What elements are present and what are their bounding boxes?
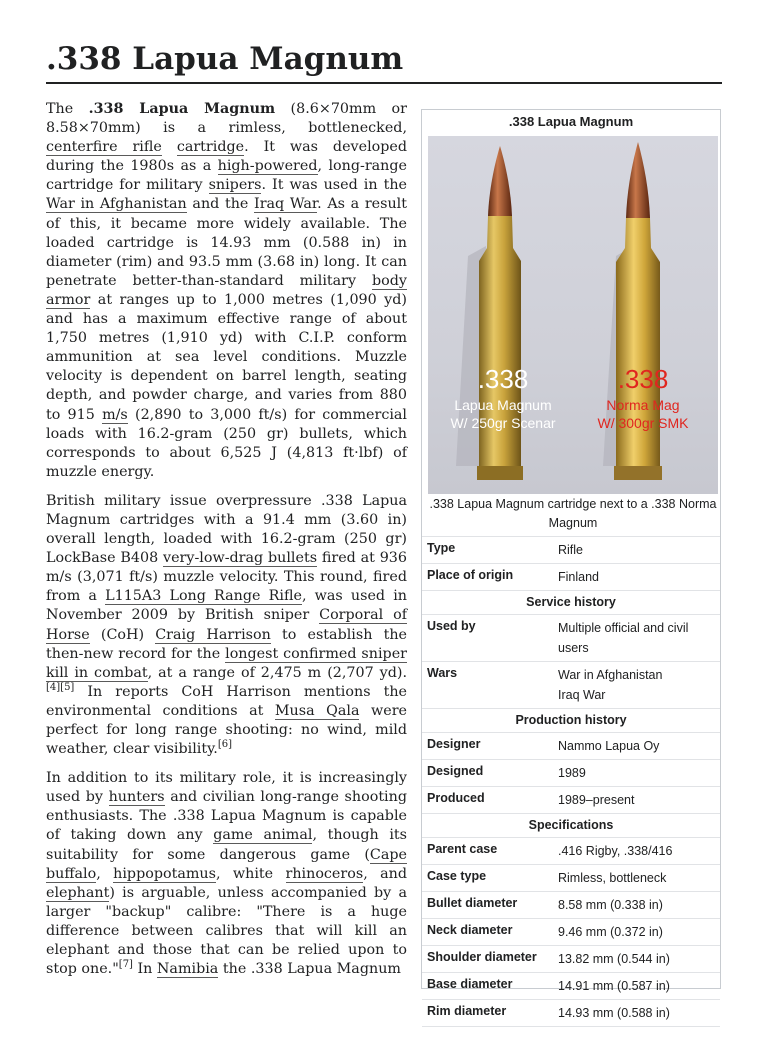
row-wars (422, 661, 720, 708)
page-title: .338 Lapua Magnum (46, 38, 722, 84)
row-value: 1989–present (558, 793, 635, 807)
row-key: Designer (427, 737, 481, 751)
row-value[interactable]: Nammo Lapua Oy (558, 739, 660, 753)
link-longest-sniper-kill[interactable]: longest confirmed sniper kill in combat (46, 645, 407, 681)
article-body (46, 100, 407, 989)
bullet-right (626, 142, 650, 218)
row-key: Produced (427, 791, 485, 805)
link-snipers[interactable]: snipers (208, 177, 262, 194)
paragraph-military (46, 492, 407, 759)
row-value: 8.58 mm (0.338 in) (558, 898, 663, 912)
row-type (422, 536, 720, 563)
case-right (616, 218, 660, 476)
text: , at a range of 2,475 m (2,707 yd). (147, 664, 407, 681)
row-key: Rim diameter (427, 1004, 507, 1018)
link-war-in-afghanistan[interactable]: War in Afghanistan (46, 196, 187, 213)
text: , though its suitability for some dangerous game ( (46, 827, 407, 863)
row-key: Used by (427, 619, 476, 633)
link-craig-harrison[interactable]: Craig Harrison (155, 626, 271, 643)
row-neck-diameter (422, 918, 720, 945)
row-key: Designed (427, 764, 484, 778)
text: to establish the then-new record for the (46, 626, 407, 662)
overlay-right-caliber: .338 (617, 364, 669, 394)
bullet-left (488, 146, 512, 216)
text: , white (215, 865, 286, 882)
row-place-of-origin (422, 563, 720, 590)
text: . As a result of this, it became more widely available. The loaded cartridge is 14.93 mm (0.588 in) in diameter (rim) and 93.5 mm (3.68 in) long. It can penetrate better-than-standard military (46, 196, 407, 289)
text: at ranges up to 1,000 metres (1,090 yd) and has a maximum effective range of about 1,750 metres (1,910 yd) with C.I.P. conform ammunition at sea level conditions. Muzzle velocity is dependent on barrel length, seating depth, and powder charge, and varies from 880 to 915 (46, 291, 407, 423)
link-musa-qala[interactable]: Musa Qala (274, 702, 360, 719)
text: , was used in November 2009 by British sniper (46, 588, 407, 624)
text: (CoH) (89, 626, 156, 643)
text: , (96, 865, 114, 882)
row-bullet-diameter (422, 891, 720, 918)
overlay-left-line1: Lapua Magnum (454, 397, 552, 413)
row-rim-diameter (422, 999, 720, 1026)
row-value: 1989 (558, 766, 586, 780)
row-value[interactable]: Finland (558, 570, 599, 584)
text: In addition to its military role, it is increasingly used by (46, 770, 407, 806)
link-elephant[interactable]: elephant (46, 884, 110, 901)
link-iraq-war[interactable]: Iraq War (254, 196, 318, 213)
row-value: 14.91 mm (0.587 in) (558, 979, 670, 993)
row-case-type (422, 864, 720, 891)
rim-left (477, 466, 523, 480)
row-key: Neck diameter (427, 923, 513, 937)
link-game-animal[interactable]: game animal (213, 827, 313, 844)
iraq-war-link[interactable]: Iraq War (558, 688, 606, 702)
text: ) is arguable, unless accompanied by a larger "backup" calibre: "There is a huge difference between calibres that will kill an elephant and those that can be relied upon to stop one." (46, 884, 407, 978)
citation-6[interactable]: [6] (217, 739, 232, 751)
row-value: Rimless, bottleneck (558, 871, 667, 885)
rim-right (614, 466, 662, 480)
row-value[interactable]: .416 Rigby, .338/416 (558, 844, 673, 858)
infobox-title: .338 Lapua Magnum (508, 114, 634, 129)
text (162, 139, 177, 155)
text: the .338 Lapua Magnum (218, 961, 401, 978)
row-value: 13.82 mm (0.544 in) (558, 952, 670, 966)
text: , and (363, 865, 407, 882)
section-service-history: Service history (422, 590, 720, 614)
text: . It was developed during the 1980s as a (46, 139, 408, 175)
overlay-right-line1: Norma Mag (606, 397, 680, 413)
row-designer (422, 732, 720, 759)
citation-4-5[interactable]: [4][5] (46, 682, 75, 694)
link-cartridge[interactable]: cartridge (176, 139, 245, 156)
text: British military issue overpressure .338 Lapua Magnum cartridges with a 91.4 mm (3.60 in) overall length, loaded with 16.2-gram (250 gr) LockBase B408 (46, 492, 407, 567)
text: were perfect for long range shooting: no wind, mild weather, clear visibility. (46, 702, 407, 758)
text: fired at 936 m/s (3,071 ft/s) muzzle velocity. This round, fired from a (46, 550, 407, 605)
row-key: Base diameter (427, 977, 513, 991)
row-key: Shoulder diameter (427, 950, 537, 964)
cartridge-illustration (428, 136, 718, 494)
link-metres-per-second[interactable]: m/s (102, 406, 128, 423)
row-key: Type (427, 541, 456, 555)
link-high-powered[interactable]: high-powered (217, 158, 318, 175)
link-cape-buffalo[interactable]: Cape buffalo (46, 846, 407, 882)
row-key: Parent case (427, 842, 498, 856)
citation-7[interactable]: [7] (118, 959, 133, 971)
link-very-low-drag-bullets[interactable]: very-low-drag bullets (163, 550, 318, 567)
link-hunters[interactable]: hunters (108, 789, 165, 806)
row-key: Case type (427, 869, 487, 883)
section-specifications: Specifications (422, 813, 720, 837)
row-value (553, 662, 720, 708)
row-used-by (422, 614, 720, 661)
bold-term: .338 Lapua Magnum (88, 101, 276, 117)
war-afghanistan-link[interactable]: War in Afghanistan (558, 668, 663, 682)
row-parent-case (422, 837, 720, 864)
link-corporal-of-horse[interactable]: Corporal of Horse (46, 607, 407, 643)
overlay-left-line2: W/ 250gr Scenar (450, 415, 556, 431)
overlay-left-caliber: .338 (477, 364, 529, 394)
text: In (132, 961, 157, 978)
row-divider (422, 1026, 720, 1039)
row-shoulder-diameter (422, 945, 720, 972)
infobox (421, 109, 721, 1020)
text: . It was used in the (261, 177, 407, 194)
text: and civilian long-range shooting enthusiasts. The .338 Lapua Magnum is capable of taking down any (46, 789, 407, 844)
infobox-table (422, 536, 720, 1039)
text: (8.6×70mm or 8.58×70mm) is a rimless, bottlenecked, (46, 101, 407, 137)
row-designed (422, 759, 720, 786)
link-namibia[interactable]: Namibia (156, 961, 219, 978)
photo-caption: .338 Lapua Magnum cartridge next to a .338 Norma Magnum (429, 497, 717, 530)
section-production-history: Production history (422, 708, 720, 732)
text: The (46, 101, 89, 117)
link-centerfire[interactable]: centerfire rifle (46, 139, 162, 156)
link-hippopotamus[interactable]: hippopotamus (113, 865, 216, 882)
cartridge-photo[interactable] (428, 136, 718, 494)
row-key: Place of origin (427, 568, 514, 582)
paragraph-intro (46, 100, 407, 482)
row-value: Multiple official and civil users (558, 621, 689, 655)
overlay-right-line2: W/ 300gr SMK (597, 415, 689, 431)
row-produced (422, 786, 720, 813)
text: In reports CoH Harrison mentions the environmental conditions at (46, 683, 407, 719)
text: (2,890 to 3,000 ft/s) for commercial loads with 16.2-gram (250 gr) bullets, which corresponds to about 6,525 J (4,813 ft·lbf) of muzzle energy. (46, 406, 407, 480)
link-rhinoceros[interactable]: rhinoceros (285, 865, 364, 882)
link-l115a3-rifle[interactable]: L115A3 Long Range Rifle (105, 588, 302, 605)
row-value: 9.46 mm (0.372 in) (558, 925, 663, 939)
paragraph-hunting (46, 769, 407, 979)
row-key: Bullet diameter (427, 896, 518, 910)
row-key: Wars (427, 666, 458, 680)
row-base-diameter (422, 972, 720, 999)
case-left (479, 216, 521, 476)
link-body-armor[interactable]: body armor (46, 272, 407, 308)
row-value: 14.93 mm (0.588 in) (558, 1006, 670, 1020)
text: and the (186, 196, 255, 213)
row-value[interactable]: Rifle (558, 543, 584, 557)
text: , long-range cartridge for military (46, 158, 408, 194)
